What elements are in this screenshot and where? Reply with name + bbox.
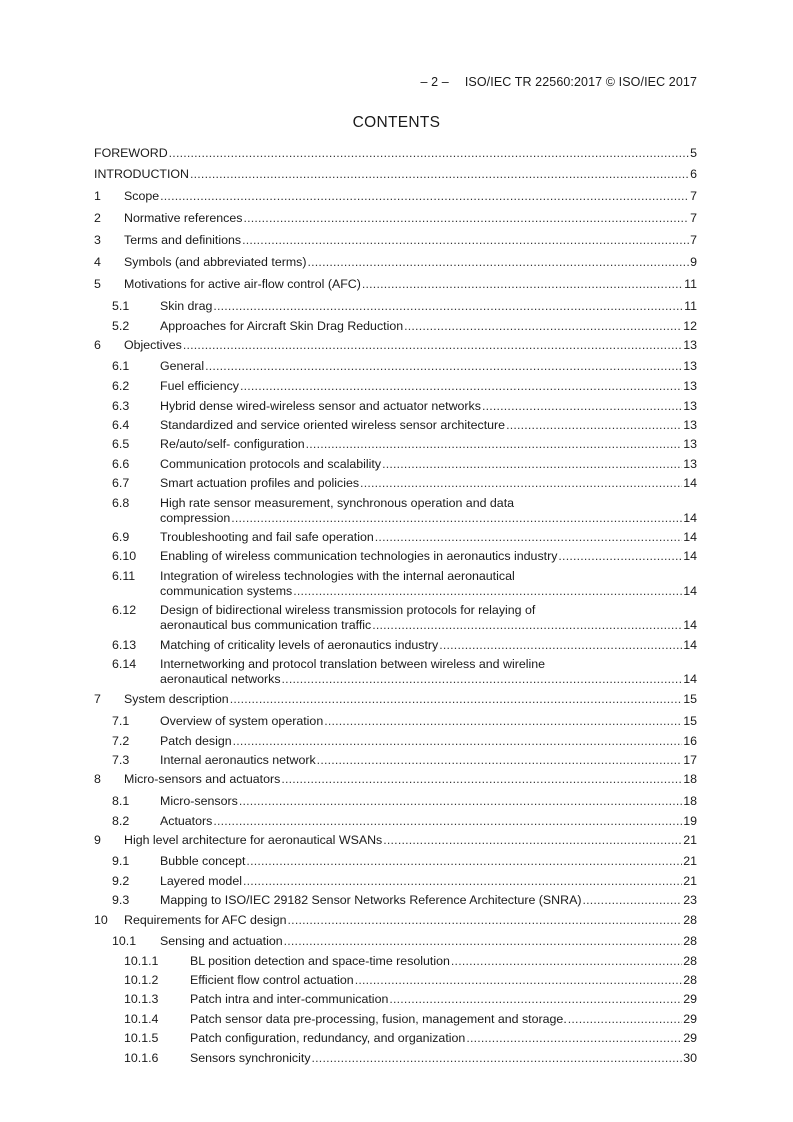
page-number[interactable]: 9	[690, 255, 697, 269]
page-number[interactable]: 14	[683, 549, 697, 563]
section-number: 10	[94, 913, 108, 927]
toc-entry[interactable]	[94, 277, 697, 292]
section-title[interactable]: Sensors synchronicity	[190, 1051, 311, 1065]
page-number[interactable]: 15	[683, 692, 697, 706]
section-number: 5.1	[112, 299, 130, 313]
page-number[interactable]: 17	[683, 753, 697, 767]
page-number[interactable]: 12	[683, 319, 697, 333]
section-title[interactable]: Patch sensor data pre-processing, fusion, management and storage.	[190, 1012, 567, 1026]
dot-leader	[389, 992, 682, 1007]
page-number[interactable]: 13	[683, 418, 697, 432]
dot-leader	[506, 418, 682, 433]
toc-entry[interactable]	[112, 476, 697, 491]
dot-leader	[308, 255, 690, 270]
section-title[interactable]: Skin drag	[160, 299, 213, 313]
toc-entry[interactable]	[112, 734, 697, 749]
contents-title: CONTENTS	[352, 114, 441, 131]
page-header	[421, 75, 697, 89]
dot-leader	[306, 437, 683, 452]
page-number[interactable]: 14	[683, 672, 697, 686]
dot-leader	[317, 753, 683, 768]
section-title-continuation[interactable]: compression	[160, 511, 231, 525]
toc-entry[interactable]	[94, 772, 697, 787]
section-title[interactable]: Sensing and actuation	[160, 934, 283, 948]
page-number[interactable]: 28	[683, 913, 697, 927]
dot-leader	[383, 833, 682, 848]
toc-entry[interactable]	[124, 1051, 697, 1066]
page-number[interactable]: 13	[683, 338, 697, 352]
page-number[interactable]: 7	[690, 233, 697, 247]
section-title[interactable]: Actuators	[160, 814, 213, 828]
section-title[interactable]: Overview of system operation	[160, 714, 324, 728]
section-number: 6.9	[112, 530, 130, 544]
page-number[interactable]: 29	[683, 1031, 697, 1045]
section-number: 6.8	[112, 496, 130, 510]
section-title[interactable]: INTRODUCTION	[94, 167, 189, 181]
toc-entry[interactable]	[124, 1031, 697, 1046]
section-title[interactable]: Bubble concept	[160, 854, 246, 868]
dot-leader	[360, 476, 682, 491]
section-title[interactable]: Patch configuration, redundancy, and organization	[190, 1031, 466, 1045]
section-number: 7	[94, 692, 101, 706]
page-number[interactable]: 15	[683, 714, 697, 728]
section-title[interactable]: Micro-sensors and actuators	[124, 772, 281, 786]
section-number: 10.1.3	[124, 992, 159, 1006]
dot-leader	[231, 511, 682, 526]
page-number[interactable]: 18	[683, 794, 697, 808]
page-number[interactable]: 18	[683, 772, 697, 786]
section-title[interactable]: BL position detection and space-time resolution	[190, 954, 450, 968]
page-number[interactable]: 21	[683, 874, 697, 888]
dot-leader	[281, 772, 682, 787]
section-number: 7.1	[112, 714, 130, 728]
section-title[interactable]: Standardized and service oriented wireless sensor architecture	[160, 418, 506, 432]
page-number-marker: – 2 –	[420, 75, 449, 89]
page-number[interactable]: 13	[683, 359, 697, 373]
dot-leader	[382, 457, 682, 472]
section-title[interactable]: Internal aeronautics network	[160, 753, 316, 767]
dot-leader	[582, 893, 682, 908]
toc-entry[interactable]	[112, 418, 697, 433]
dot-leader	[160, 189, 689, 204]
page-number[interactable]: 28	[683, 973, 697, 987]
dot-leader	[288, 913, 683, 928]
dot-leader	[213, 299, 683, 314]
page-number[interactable]: 30	[683, 1051, 697, 1065]
toc-entry[interactable]	[112, 934, 697, 949]
section-number: 10.1.4	[124, 1012, 159, 1026]
section-number: 6.13	[112, 638, 137, 652]
dot-leader	[482, 399, 682, 414]
section-number: 7.3	[112, 753, 130, 767]
page-number[interactable]: 13	[683, 457, 697, 471]
section-number: 6.3	[112, 399, 130, 413]
page-number[interactable]: 14	[683, 530, 697, 544]
section-title[interactable]: Efficient flow control actuation	[190, 973, 354, 987]
section-title-continuation[interactable]: aeronautical bus communication traffic	[160, 618, 372, 632]
section-number: 6.4	[112, 418, 130, 432]
section-title[interactable]: Objectives	[124, 338, 182, 352]
section-title-continuation[interactable]: aeronautical networks	[160, 672, 281, 686]
dot-leader	[230, 692, 683, 707]
toc-entry[interactable]	[112, 657, 697, 687]
section-number: 6	[94, 338, 101, 352]
dot-leader	[169, 146, 689, 161]
section-title[interactable]: Patch intra and inter-communication	[190, 992, 389, 1006]
page-number[interactable]: 13	[683, 399, 697, 413]
section-number: 6.7	[112, 476, 130, 490]
toc-entry[interactable]	[112, 794, 697, 809]
toc-entry[interactable]	[112, 549, 697, 564]
dot-leader	[375, 530, 682, 545]
page-number[interactable]: 21	[683, 833, 697, 847]
dot-leader	[246, 854, 682, 869]
toc-entry[interactable]	[112, 319, 697, 334]
toc-entry[interactable]	[94, 338, 697, 353]
section-number: 8.2	[112, 814, 130, 828]
toc-entry[interactable]	[112, 437, 697, 452]
dot-leader	[293, 584, 682, 599]
dot-leader	[439, 638, 682, 653]
toc-entry[interactable]	[112, 359, 697, 374]
page-number[interactable]: 5	[690, 146, 697, 160]
section-title[interactable]: Terms and definitions	[124, 233, 242, 247]
toc-entry[interactable]	[124, 973, 697, 988]
section-title[interactable]: Re/auto/self- configuration	[160, 437, 305, 451]
section-number: 3	[94, 233, 101, 247]
section-number: 9.1	[112, 854, 130, 868]
section-title[interactable]: Integration of wireless technologies with the internal aeronautical	[160, 569, 515, 583]
section-title[interactable]: Micro-sensors	[160, 794, 238, 808]
section-number: 8	[94, 772, 101, 786]
section-title[interactable]: FOREWORD	[94, 146, 168, 160]
dot-leader	[243, 211, 689, 226]
toc-entry[interactable]	[112, 399, 697, 414]
page-number[interactable]: 28	[683, 954, 697, 968]
toc-entry[interactable]	[112, 874, 697, 889]
section-title[interactable]: Fuel efficiency	[160, 379, 239, 393]
page-number[interactable]: 14	[683, 511, 697, 525]
section-number: 5	[94, 277, 101, 291]
dot-leader	[355, 973, 683, 988]
section-title[interactable]: Enabling of wireless communication technologies in aeronautics industry	[160, 549, 558, 563]
section-title[interactable]: System description	[124, 692, 229, 706]
page-number[interactable]: 29	[683, 1012, 697, 1026]
dot-leader	[205, 359, 682, 374]
section-number: 10.1.1	[124, 954, 159, 968]
dot-leader	[312, 1051, 683, 1066]
section-title[interactable]: Layered model	[160, 874, 242, 888]
section-number: 10.1.6	[124, 1051, 159, 1065]
toc-entry[interactable]	[124, 1012, 697, 1027]
section-title[interactable]: General	[160, 359, 205, 373]
page-number[interactable]: 11	[684, 299, 697, 313]
section-title[interactable]: Normative references	[124, 211, 243, 225]
section-title[interactable]: High level architecture for aeronautical WSANs	[124, 833, 383, 847]
toc-entry[interactable]	[94, 211, 697, 226]
dot-leader	[239, 794, 682, 809]
section-number: 6.2	[112, 379, 130, 393]
section-number: 6.10	[112, 549, 137, 563]
page-number[interactable]: 13	[683, 379, 697, 393]
dot-leader	[372, 618, 682, 633]
section-title[interactable]: Patch design	[160, 734, 232, 748]
toc-entry[interactable]	[112, 496, 697, 526]
toc-entry[interactable]	[112, 530, 697, 545]
section-title[interactable]: Hybrid dense wired-wireless sensor and actuator networks	[160, 399, 481, 413]
toc-entry[interactable]	[124, 992, 697, 1007]
toc-entry[interactable]	[112, 893, 697, 908]
page-number[interactable]: 7	[690, 211, 697, 225]
toc-entry[interactable]	[112, 457, 697, 472]
page-number[interactable]: 11	[684, 277, 697, 291]
section-number: 10.1.2	[124, 973, 159, 987]
toc-entry[interactable]	[112, 814, 697, 829]
section-number: 6.5	[112, 437, 130, 451]
toc-entry[interactable]	[124, 954, 697, 969]
toc-entry[interactable]	[112, 603, 697, 633]
toc-entry[interactable]	[112, 854, 697, 869]
section-number: 6.12	[112, 603, 137, 617]
toc-entry[interactable]	[112, 379, 697, 394]
section-number: 5.2	[112, 319, 130, 333]
toc-entry[interactable]	[112, 753, 697, 768]
section-title[interactable]: Communication protocols and scalability	[160, 457, 382, 471]
section-title[interactable]: Troubleshooting and fail safe operation	[160, 530, 374, 544]
dot-leader	[243, 874, 682, 889]
dot-leader	[558, 549, 682, 564]
toc-entry[interactable]	[94, 692, 697, 707]
section-number: 10.1.5	[124, 1031, 159, 1045]
section-number: 6.1	[112, 359, 130, 373]
dot-leader	[190, 167, 689, 182]
section-title[interactable]: Internetworking and protocol translation between wireless and wireline	[160, 657, 546, 671]
toc-entry[interactable]	[94, 167, 697, 182]
toc-entry[interactable]	[94, 233, 697, 248]
page-number[interactable]: 13	[683, 437, 697, 451]
section-number: 6.11	[112, 569, 136, 583]
page-number[interactable]: 14	[683, 618, 697, 632]
page-number[interactable]: 28	[683, 934, 697, 948]
page-number[interactable]: 16	[683, 734, 697, 748]
dot-leader	[404, 319, 682, 334]
dot-leader	[284, 934, 683, 949]
dot-leader	[362, 277, 683, 292]
section-title[interactable]: Design of bidirectional wireless transmission protocols for relaying of	[160, 603, 536, 617]
section-number: 2	[94, 211, 101, 225]
section-title[interactable]: Symbols (and abbreviated terms)	[124, 255, 307, 269]
section-number: 6.14	[112, 657, 137, 671]
section-number: 9.2	[112, 874, 130, 888]
section-number: 9.3	[112, 893, 130, 907]
section-title-continuation[interactable]: communication systems	[160, 584, 293, 598]
dot-leader	[183, 338, 682, 353]
section-number: 8.1	[112, 794, 130, 808]
dot-leader	[324, 714, 682, 729]
page-number[interactable]: 29	[683, 992, 697, 1006]
section-title[interactable]: Approaches for Aircraft Skin Drag Reduction	[160, 319, 404, 333]
dot-leader	[451, 954, 682, 969]
toc-entry[interactable]	[112, 299, 697, 314]
page-number[interactable]: 21	[683, 854, 697, 868]
document-id: ISO/IEC TR 22560:2017 © ISO/IEC 2017	[464, 75, 697, 89]
page-number[interactable]: 19	[683, 814, 697, 828]
section-number: 6.6	[112, 457, 130, 471]
toc-entry[interactable]	[112, 569, 697, 599]
section-number: 1	[94, 189, 101, 203]
page-number[interactable]: 14	[683, 476, 697, 490]
section-number: 7.2	[112, 734, 130, 748]
dot-leader	[240, 379, 682, 394]
section-title[interactable]: Matching of criticality levels of aeronautics industry	[160, 638, 439, 652]
dot-leader	[568, 1012, 682, 1027]
toc-entry[interactable]	[94, 255, 697, 270]
page-number[interactable]: 14	[683, 584, 697, 598]
toc-entry[interactable]	[94, 913, 697, 928]
page-number[interactable]: 7	[690, 189, 697, 203]
dot-leader	[282, 672, 683, 687]
toc-entry[interactable]	[94, 146, 697, 161]
toc-entry[interactable]	[112, 638, 697, 653]
dot-leader	[233, 734, 683, 749]
dot-leader	[466, 1031, 682, 1046]
section-title[interactable]: Motivations for active air-flow control (AFC)	[124, 277, 361, 291]
dot-leader	[213, 814, 682, 829]
section-title[interactable]: Requirements for AFC design	[124, 913, 287, 927]
section-title[interactable]: High rate sensor measurement, synchronous operation and data	[160, 496, 515, 510]
section-number: 10.1	[112, 934, 137, 948]
page-number[interactable]: 6	[690, 167, 697, 181]
section-number: 9	[94, 833, 101, 847]
page-number[interactable]: 23	[683, 893, 697, 907]
section-title[interactable]: Scope	[124, 189, 160, 203]
toc-entry[interactable]	[94, 189, 697, 204]
section-title[interactable]: Smart actuation profiles and policies	[160, 476, 360, 490]
section-title[interactable]: Mapping to ISO/IEC 29182 Sensor Networks Reference Architecture (SNRA)	[160, 893, 582, 907]
section-number: 4	[94, 255, 101, 269]
toc-entry[interactable]	[94, 833, 697, 848]
dot-leader	[242, 233, 689, 248]
toc-entry[interactable]	[112, 714, 697, 729]
page-number[interactable]: 14	[683, 638, 697, 652]
